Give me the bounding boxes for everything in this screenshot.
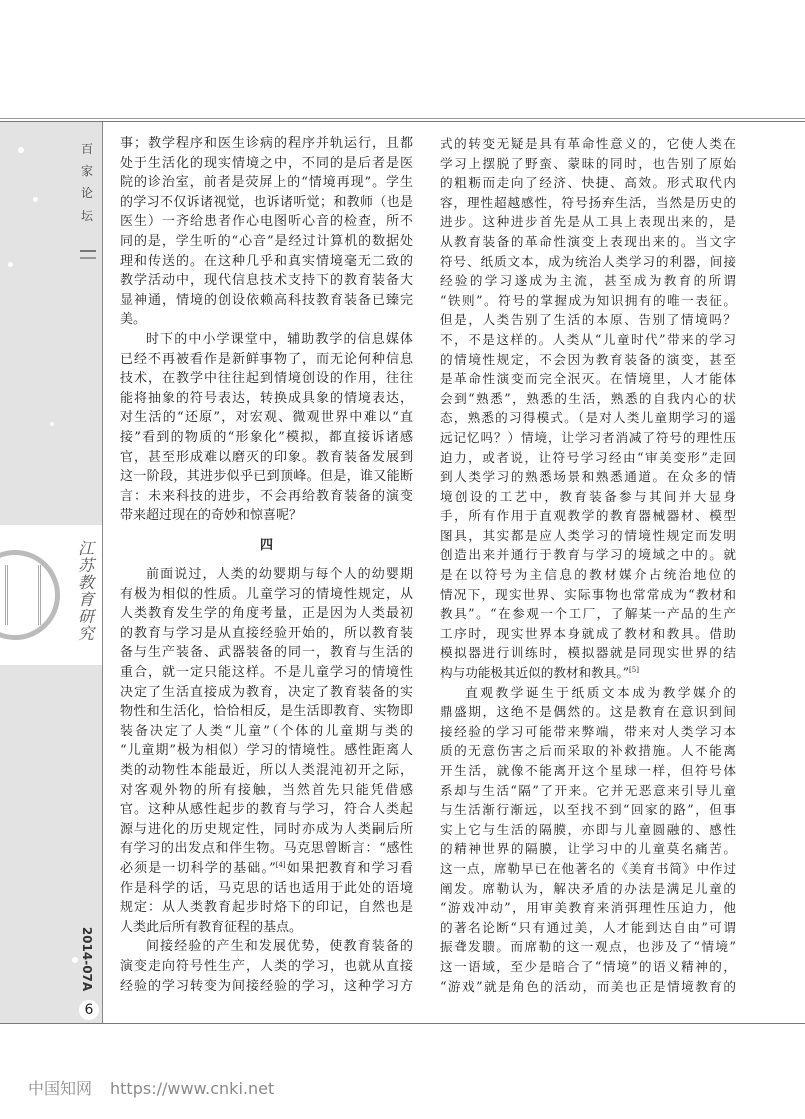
line-text: 的教育与学习是从直接经验开始的，所以教育装 — [120, 625, 413, 641]
text-line — [120, 291, 413, 311]
section-heading: 四 — [259, 537, 273, 553]
line-text: 到人类学习的熟悉场景和熟悉通道。在众多的情 — [440, 469, 736, 485]
line-text: 振聋发聩。而席勒的这一观点，也涉及了“情境” — [440, 939, 736, 955]
line-text: 质的无意伤害之后而采取的补救措施。人不能离 — [440, 743, 736, 759]
text-line — [440, 134, 736, 154]
line-text: 带来超过现在的奇妙和惊喜呢？ — [120, 508, 303, 524]
line-text: 能将抽象的符号表达，转换成具象的情境表达， — [120, 390, 413, 406]
text-line — [440, 173, 736, 193]
text-line — [440, 683, 736, 703]
line-text: 官。这种从感性起步的教育与学习，符合人类起 — [120, 802, 413, 818]
section-char: 论 — [80, 186, 93, 200]
text-line — [120, 506, 413, 526]
line-text: 源与进化的历史规定性，同时亦成为人类嗣后所 — [120, 821, 413, 837]
line-text: 开生活，就像不能离开这个星球一样，但符号体 — [440, 763, 736, 778]
text-line — [440, 604, 736, 624]
text-line — [120, 154, 413, 174]
text-line — [120, 428, 413, 448]
text-line — [440, 232, 736, 252]
journal-char: 究 — [77, 624, 94, 643]
text-line — [120, 839, 413, 859]
page-number: 6 — [79, 1000, 99, 1020]
text-line — [120, 350, 413, 370]
line-text: 是在以符号为主信息的教材媒介占统治地位的 — [440, 567, 736, 583]
text-line — [440, 957, 736, 977]
decor-dot — [72, 957, 78, 963]
text-line — [440, 722, 736, 742]
text-line — [120, 271, 413, 291]
text-line — [120, 977, 413, 997]
line-text: 教具”。“在参观一个工厂，了解某一产品的生产 — [440, 606, 736, 622]
line-text: 的学习不仅诉诸视觉，也诉诸听觉；和教师（也是 — [120, 194, 413, 210]
text-line — [120, 487, 413, 507]
line-text: 作是科学的话，马克思的话也适用于此处的语境 — [120, 880, 413, 896]
text-line — [120, 957, 413, 977]
line-text: 工序时，现实世界本身就成了教材和教具。借助 — [440, 625, 736, 641]
text-line — [440, 350, 736, 370]
text-line — [120, 937, 413, 957]
left-text-column — [120, 134, 413, 996]
text-line — [440, 977, 736, 997]
line-text: 实上它与生活的隔膜，亦即与儿童圆融的、感性 — [440, 821, 736, 837]
text-line — [440, 643, 736, 663]
text-line — [120, 702, 413, 722]
footer-brand: 中国知网 — [28, 1079, 93, 1098]
text-line — [440, 330, 736, 350]
line-text: 技术，在教学中往往起到情境创设的作用，往往 — [120, 371, 413, 387]
line-text: “铁则”。符号的掌握成为知识拥有的唯一表征。 — [440, 292, 736, 308]
text-line — [440, 545, 736, 565]
line-text: 间接经验的产生和发展优势，使教育装备的 — [146, 939, 413, 955]
text-line — [120, 898, 413, 918]
text-line — [120, 134, 413, 154]
line-text: 是革命性演变而完全泯灭。在情境里，人才能体 — [440, 371, 736, 387]
text-line — [120, 643, 413, 663]
text-line — [440, 898, 736, 918]
text-line — [440, 859, 736, 879]
citation-ref: [5] — [629, 666, 639, 675]
section-char: 百 — [80, 142, 93, 156]
line-text: 进步。这种进步首先是从工具上表现出来的，是 — [440, 214, 736, 230]
text-line — [120, 448, 413, 468]
line-text: 事；教学程序和医生诊病的程序并轨运行，且都 — [120, 136, 413, 151]
text-line — [440, 781, 736, 801]
text-line — [120, 800, 413, 820]
line-text: 接经验的学习可能带来弊端，带来对人类学习本 — [440, 723, 736, 739]
text-line — [120, 722, 413, 742]
text-line — [120, 683, 413, 703]
line-text: 迫力，或者说，让符号学习经由“审美变形”走回 — [440, 449, 736, 465]
text-line — [440, 154, 736, 174]
text-line — [120, 232, 413, 252]
line-text: 这一语域，至少是暗合了“情境”的语义精神的， — [440, 958, 736, 974]
text-line — [120, 624, 413, 644]
text-line — [120, 741, 413, 761]
text-line — [120, 173, 413, 193]
text-line — [120, 585, 413, 605]
line-text: 前面说过，人类的幼婴期与每个人的幼婴期 — [146, 567, 413, 583]
line-text: 有极为相似的性质。儿童学习的情境性规定，从 — [120, 586, 413, 602]
line-text: 重合，就一定只能这样。不是儿童学习的情境性 — [120, 665, 413, 681]
line-text: 容，理性超越感性，符号扬弃生活，当然是历史的 — [440, 194, 736, 210]
line-text: 这一阶段，其进步似乎已到顶峰。但是，谁又能断 — [120, 469, 413, 485]
line-text: 有学习的出发点和伴生物。马克思曾断言：“感性 — [120, 841, 413, 857]
line-text: “游戏冲动”，用审美教育来消弭理性压迫力，他 — [440, 900, 736, 916]
header-rule-inner — [0, 121, 805, 122]
line-text: 备与生产装备、武器装备的同一，教育与生活的 — [120, 645, 413, 661]
line-text: 美。 — [120, 312, 147, 328]
text-line — [440, 271, 736, 291]
text-line — [440, 624, 736, 644]
line-text: 境创设的工艺中，教育装备参与其间并大显身 — [440, 488, 736, 504]
decor-dot — [18, 147, 24, 153]
text-line — [440, 585, 736, 605]
line-text: 的情境性规定，不会因为教育装备的演变，甚至 — [440, 351, 736, 367]
line-text: 人类教育发生学的角度考量，正是因为人类最初 — [120, 606, 413, 622]
text-line — [120, 330, 413, 350]
section-bars-icon — [80, 250, 96, 259]
text-line — [120, 212, 413, 232]
footer-url[interactable]: https://www.cnki.net — [110, 1079, 275, 1098]
text-line — [440, 741, 736, 761]
journal-char: 教 — [77, 573, 94, 592]
line-text: 态，熟悉的习得模式。（是对人类儿童期学习的遥 — [440, 410, 736, 426]
text-line — [440, 565, 736, 585]
line-text: 同的是，学生听的“心音”是经过计算机的数据处 — [120, 233, 413, 249]
line-text: 创造出来并通行于教育与学习的境域之中的。就 — [440, 547, 736, 563]
text-line — [120, 252, 413, 272]
line-text: 阐发。席勒认为，解决矛盾的办法是满足儿童的 — [440, 880, 736, 896]
text-line — [440, 800, 736, 820]
decor-dot — [8, 262, 13, 267]
line-text: 图具，其实都是应人类学习的情境性规定而发明 — [440, 527, 736, 543]
text-line — [120, 859, 413, 879]
text-line — [440, 212, 736, 232]
line-text: 言：未来科技的进步，不会再给教育装备的演变 — [120, 488, 413, 504]
text-line — [120, 310, 413, 330]
text-line — [440, 408, 736, 428]
line-text: 远记忆吗？）情境，让学习者消减了符号的理性压 — [440, 429, 736, 445]
line-text: 情况下，现实世界、实际事物也常常成为“教材和 — [440, 586, 736, 602]
line-text: 类的动物性本能最近，所以人类混沌初开之际， — [120, 763, 413, 778]
text-line — [120, 408, 413, 428]
text-line — [440, 389, 736, 409]
journal-char: 江 — [77, 539, 94, 558]
line-text: 的精神世界的隔膜，让学习中的儿童莫名痛苦。 — [440, 841, 736, 857]
footer-rule — [0, 1023, 805, 1024]
citation-ref: [4] — [275, 860, 286, 869]
line-text: 从教育装备的革命性演变上表现出来的。当文字 — [440, 233, 736, 249]
text-line — [440, 506, 736, 526]
text-line — [440, 839, 736, 859]
text-line — [440, 252, 736, 272]
line-text: 教学活动中，现代信息技术支持下的教育装备大 — [120, 273, 413, 289]
text-line — [120, 389, 413, 409]
issue-label: 2014-07A — [80, 926, 94, 992]
line-text: 模拟器进行训练时，模拟器就是同现实世界的结 — [440, 645, 736, 661]
line-text: 规定：从人类教育起步时烙下的印记，自然也是 — [120, 900, 413, 916]
line-text: 显神通，情境的创设依赖高科技教育装备已臻完 — [120, 292, 413, 308]
text-line — [120, 369, 413, 389]
text-line — [120, 193, 413, 213]
line-text: 的著名论断“只有通过美，人才能到达自由”可谓 — [440, 919, 736, 935]
text-line — [440, 448, 736, 468]
line-text: 手，所有作用于直观教学的教育器械器材、模型 — [440, 508, 736, 524]
header-rule — [0, 118, 805, 119]
text-line — [120, 565, 413, 585]
line-text: 院的诊治室，前者是荧屏上的“情境再现”。学生 — [120, 175, 413, 191]
text-line — [440, 663, 736, 683]
text-line — [440, 310, 736, 330]
line-text: 医生）一齐给患者作心电图听心音的检查，所不 — [120, 214, 413, 230]
line-text: “游戏”就是角色的活动，而美也正是情境教育的 — [440, 978, 736, 994]
sidebar-margin — [0, 122, 103, 1023]
text-line — [440, 193, 736, 213]
journal-char: 育 — [77, 590, 94, 609]
line-text: 处于生活化的现实情境之中，不同的是后者是医 — [120, 155, 413, 171]
line-text: 与生活渐行渐远，以至找不到“回家的路”，但事 — [440, 802, 736, 818]
line-text: 装备决定了人类“儿童”（个体的儿童期与类的 — [120, 723, 413, 739]
text-line — [120, 761, 413, 781]
text-line — [440, 937, 736, 957]
decor-dot — [50, 422, 54, 426]
line-text: 不，不是这样的。人类从“儿童时代”带来的学习 — [440, 331, 736, 347]
line-text: 决定了生活直接成为教育，决定了教育装备的实 — [120, 684, 413, 700]
line-text: 理和传送的。在这种几乎和真实情境毫无二致的 — [120, 253, 413, 269]
line-text: 时下的中小学课堂中，辅助教学的信息媒体 — [146, 331, 413, 347]
line-text: 接”看到的物质的“形象化”模拟，都直接诉诸感 — [120, 429, 413, 445]
line-text: 物性和生活化，恰恰相反，是生活即教育、实物即 — [120, 704, 413, 720]
text-line — [120, 879, 413, 899]
text-line — [440, 428, 736, 448]
line-text: 演变走向符号性生产，人类的学习，也就从直接 — [120, 958, 413, 974]
line-text: 如果把教育和学习看 — [285, 860, 413, 876]
line-text: 已经不再被看作是新鲜事物了，而无论何种信息 — [120, 351, 413, 367]
text-line — [120, 467, 413, 487]
line-text: 这一点，席勒早已在他著名的《美育书简》中作过 — [440, 860, 736, 876]
line-text: 符号、纸质文本，成为统治人类学习的利器，间接 — [440, 253, 736, 269]
journal-char: 研 — [77, 607, 94, 626]
text-line — [440, 820, 736, 840]
line-text: 会到“熟悉”，熟悉的生活，熟悉的自我内心的状 — [440, 390, 736, 406]
section-char: 家 — [80, 164, 93, 178]
line-text: 对生活的“还原”，对宏观、微观世界中难以“直 — [120, 410, 413, 426]
line-text: 直观教学诞生于纸质文本成为教学媒介的 — [465, 684, 736, 700]
footer-watermark — [28, 1076, 292, 1099]
line-text: 但是，人类告别了生活的本原、告别了情境吗？ — [440, 312, 736, 328]
line-text: 经验的学习转变为间接经验的学习，这种学习方 — [120, 978, 413, 994]
text-line — [440, 879, 736, 899]
line-text: 对客观外物的所有接触，当然首先只能凭借感 — [120, 782, 413, 798]
line-text: 鼎盛期，这绝不是偶然的。这是教育在意识到间 — [440, 704, 736, 720]
line-text: 学习上摆脱了野蛮、蒙昧的同时，也告别了原始 — [440, 155, 736, 171]
line-text: “儿童期”极为相似）学习的情境性。感性距离人 — [120, 743, 413, 759]
text-line — [120, 820, 413, 840]
text-line — [440, 526, 736, 546]
decor-dot — [33, 197, 38, 202]
right-text-column — [440, 134, 736, 996]
line-text: 式的转变无疑是具有革命性意义的，它使人类在 — [440, 136, 736, 151]
line-text: 官，甚至形成难以磨灭的印象。教育装备发展到 — [120, 449, 413, 465]
text-line — [440, 369, 736, 389]
line-text: 人类此后所有教育征程的基点。 — [120, 919, 303, 935]
text-line — [440, 702, 736, 722]
text-line — [120, 663, 413, 683]
text-line — [440, 467, 736, 487]
section-char: 坛 — [80, 209, 93, 223]
line-text: 构与功能极其近似的教材和教具。” — [440, 665, 630, 681]
text-line — [440, 761, 736, 781]
line-text: 系却与生活“隔”了开来。它并无恶意来引导儿童 — [440, 782, 736, 798]
text-line — [440, 487, 736, 507]
line-text: 必须是一切科学的基础。” — [120, 860, 276, 876]
text-line — [120, 781, 413, 801]
text-line — [440, 918, 736, 938]
journal-char: 苏 — [77, 556, 94, 575]
text-line — [120, 918, 413, 938]
journal-name-vertical — [76, 540, 96, 642]
line-text: 经验的学习遂成为主流，甚至成为教育的所谓 — [440, 273, 736, 289]
text-line — [440, 291, 736, 311]
text-line — [120, 604, 413, 624]
line-text: 的粗粝而走向了经济、快捷、高效。形式取代内 — [440, 175, 736, 191]
